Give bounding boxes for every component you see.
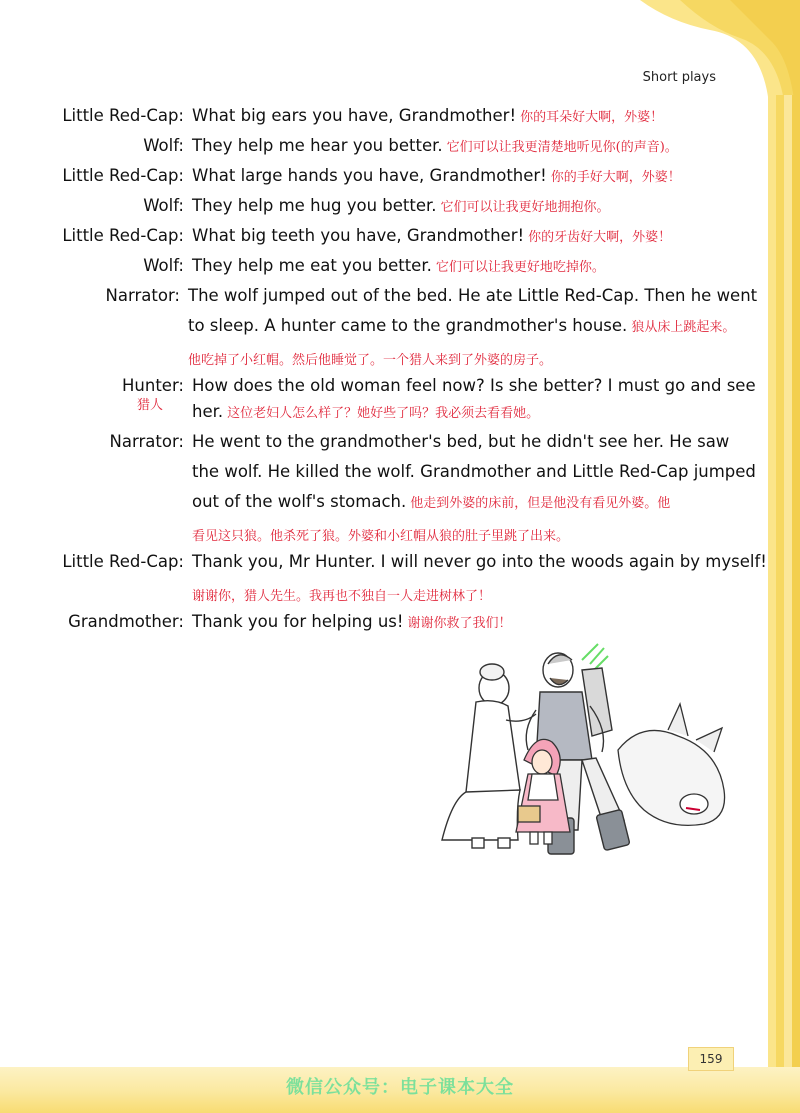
watermark: 微信公众号：电子课本大全 <box>286 1077 514 1098</box>
dialogue-text: What large hands you have, Grandmother! 你的手好大啊，外婆！ <box>192 166 681 185</box>
dialogue-line <box>0 610 800 640</box>
narrator-line <box>0 490 800 520</box>
speaker: Grandmother: <box>68 612 184 631</box>
dialogue-text: He went to the grandmother's bed, but he didn't see her. He saw <box>192 432 730 451</box>
dialogue-line <box>0 254 800 284</box>
translation: 你的耳朵好大啊，外婆！ <box>520 110 664 125</box>
speaker: Little Red-Cap: <box>62 552 184 571</box>
dialogue-line <box>0 550 800 580</box>
dialogue-text: her. 这位老妇人怎么样了？她好些了吗？我必须去看看她。 <box>192 402 540 421</box>
play-script <box>0 104 800 640</box>
hunter-line <box>0 374 800 400</box>
story-illustration <box>432 640 732 862</box>
speaker: Narrator: <box>105 286 180 305</box>
dialogue-text: out of the wolf's stomach. 他走到外婆的床前，但是他没有看见外婆。他 <box>192 492 671 511</box>
dialogue-text: They help me eat you better. 它们可以让我更好地吃掉你。 <box>192 256 605 275</box>
dialogue-text: The wolf jumped out of the bed. He ate Little Red-Cap. Then he went <box>188 286 758 305</box>
dialogue-text: to sleep. A hunter came to the grandmother's house. 狼从床上跳起来。 <box>188 316 736 335</box>
dialogue-text: Thank you for helping us! 谢谢你救了我们！ <box>192 612 512 631</box>
narrator-line <box>0 520 800 550</box>
translation: 看见这只狼。他杀死了狼。外婆和小红帽从狼的肚子里跳了出来。 <box>192 529 570 544</box>
narrator-line <box>0 460 800 490</box>
speaker-translation: 猎人 <box>136 398 163 413</box>
speaker: Little Red-Cap: <box>62 166 184 185</box>
dialogue-line <box>0 224 800 254</box>
dialogue-line <box>0 194 800 224</box>
dialogue-text: Thank you, Mr Hunter. I will never go into the woods again by myself! <box>192 552 767 571</box>
translation: 你的牙齿好大啊，外婆！ <box>528 230 672 245</box>
translation: 它们可以让我更清楚地听见你(的声音)。 <box>446 140 678 155</box>
dialogue-text: What big teeth you have, Grandmother! 你的牙齿好大啊，外婆！ <box>192 226 672 245</box>
speaker: Little Red-Cap: <box>62 106 184 125</box>
translation: 这位老妇人怎么样了？她好些了吗？我必须去看看她。 <box>227 406 540 421</box>
dialogue-text: They help me hug you better. 它们可以让我更好地拥抱你。 <box>192 196 610 215</box>
translation: 他走到外婆的床前，但是他没有看见外婆。他 <box>410 496 671 511</box>
translation: 谢谢你救了我们！ <box>407 616 512 631</box>
translation: 谢谢你，猎人先生。我再也不独自一人走进树林了！ <box>192 589 492 604</box>
dialogue-text: the wolf. He killed the wolf. Grandmother and Little Red-Cap jumped <box>192 462 756 481</box>
narrator-line <box>0 284 800 314</box>
dialogue-line <box>0 164 800 194</box>
speaker: Little Red-Cap: <box>62 226 184 245</box>
narrator-line <box>0 430 800 460</box>
wolf-figure <box>618 704 725 825</box>
speaker: Wolf: <box>143 136 184 155</box>
narrator-line <box>0 344 800 374</box>
translation: 它们可以让我更好地吃掉你。 <box>435 260 605 275</box>
dialogue-text: What big ears you have, Grandmother! 你的耳朵好大啊，外婆！ <box>192 106 664 125</box>
speaker: Hunter: <box>122 376 184 395</box>
dialogue-line <box>0 104 800 134</box>
translation: 你的手好大啊，外婆！ <box>550 170 681 185</box>
dialogue-line <box>0 580 800 610</box>
translation: 狼从床上跳起来。 <box>631 320 736 335</box>
translation: 他吃掉了小红帽。然后他睡觉了。一个猎人来到了外婆的房子。 <box>188 353 553 368</box>
hunter-line <box>0 400 800 430</box>
section-header: Short plays <box>642 70 716 85</box>
page-number: 159 <box>688 1047 734 1071</box>
speaker: Wolf: <box>143 196 184 215</box>
translation: 它们可以让我更好地拥抱你。 <box>440 200 610 215</box>
speaker: Wolf: <box>143 256 184 275</box>
narrator-line <box>0 314 800 344</box>
dialogue-text: How does the old woman feel now? Is she better? I must go and see <box>192 376 756 395</box>
dialogue-line <box>0 134 800 164</box>
dialogue-text: They help me hear you better. 它们可以让我更清楚地听见你(的声音)。 <box>192 136 678 155</box>
speaker: Narrator: <box>109 432 184 451</box>
